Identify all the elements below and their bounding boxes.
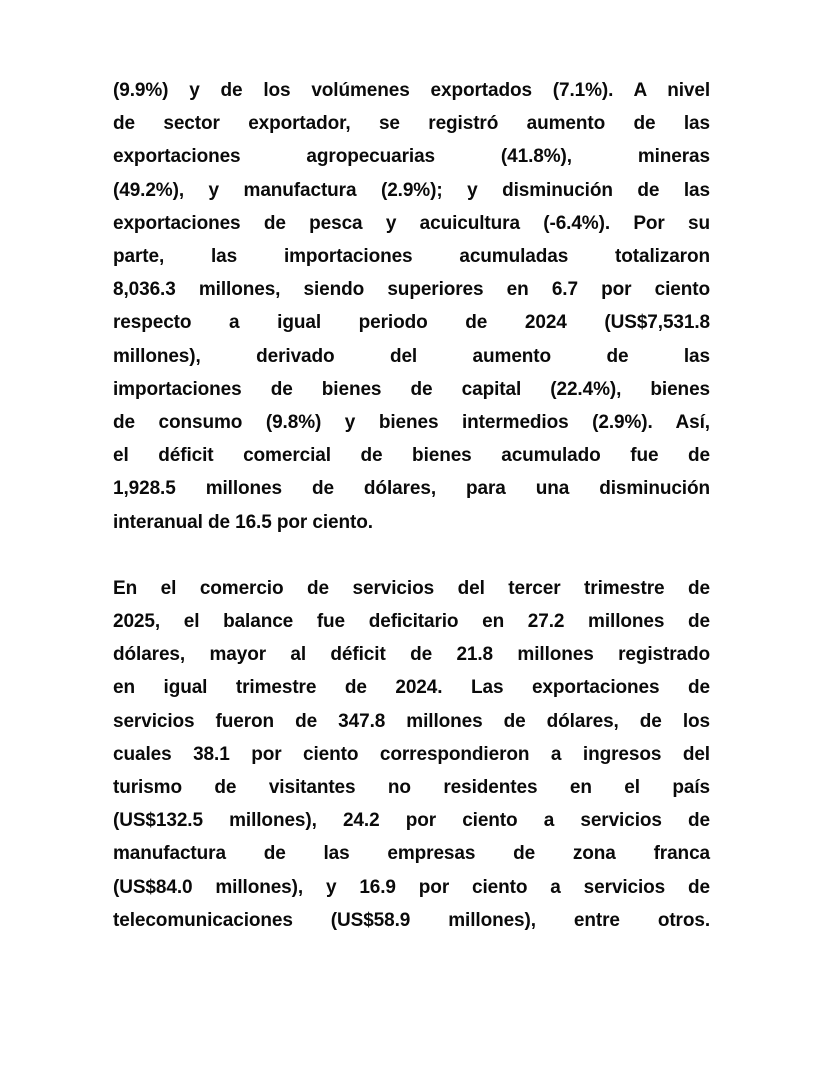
- text-line: importaciones de bienes de capital (22.4%), bienes: [113, 378, 710, 400]
- text-line: de sector exportador, se registró aumento de las: [113, 113, 710, 135]
- text-line: 1,928.5 millones de dólares, para una disminución: [113, 478, 710, 500]
- text-line: en igual trimestre de 2024. Las exportaciones de: [113, 677, 710, 699]
- text-line: manufactura de las empresas de zona franca: [113, 843, 710, 865]
- text-line: (US$84.0 millones), y 16.9 por ciento a servicios de: [113, 876, 710, 898]
- text-line: En el comercio de servicios del tercer trimestre de: [113, 577, 710, 599]
- text-line: el déficit comercial de bienes acumulado fue de: [113, 445, 710, 467]
- text-line: respecto a igual periodo de 2024 (US$7,531.8: [113, 312, 710, 334]
- paragraph-2: [113, 572, 710, 937]
- text-line: parte, las importaciones acumuladas totalizaron: [113, 246, 710, 268]
- text-line: millones), derivado del aumento de las: [113, 345, 710, 367]
- text-block: [113, 74, 710, 937]
- text-line: cuales 38.1 por ciento correspondieron a ingresos del: [113, 743, 710, 765]
- text-line: (49.2%), y manufactura (2.9%); y disminución de las: [113, 179, 710, 201]
- text-line: interanual de 16.5 por ciento.: [113, 511, 373, 533]
- text-line: 8,036.3 millones, siendo superiores en 6.7 por ciento: [113, 279, 710, 301]
- text-line: (9.9%) y de los volúmenes exportados (7.1%). A nivel: [113, 80, 710, 101]
- text-line: de consumo (9.8%) y bienes intermedios (2.9%). Así,: [113, 412, 710, 434]
- text-line: servicios fueron de 347.8 millones de dólares, de los: [113, 710, 710, 732]
- paragraph-1: [113, 74, 710, 539]
- text-line: turismo de visitantes no residentes en el país: [113, 777, 710, 799]
- text-line: exportaciones de pesca y acuicultura (-6.4%). Por su: [113, 212, 710, 234]
- text-line: dólares, mayor al déficit de 21.8 millones registrado: [113, 644, 710, 666]
- text-line: exportaciones agropecuarias (41.8%), mineras: [113, 146, 710, 168]
- text-line: (US$132.5 millones), 24.2 por ciento a servicios de: [113, 810, 710, 832]
- text-line: 2025, el balance fue deficitario en 27.2 millones de: [113, 611, 710, 633]
- text-line: telecomunicaciones (US$58.9 millones), entre otros.: [113, 909, 710, 931]
